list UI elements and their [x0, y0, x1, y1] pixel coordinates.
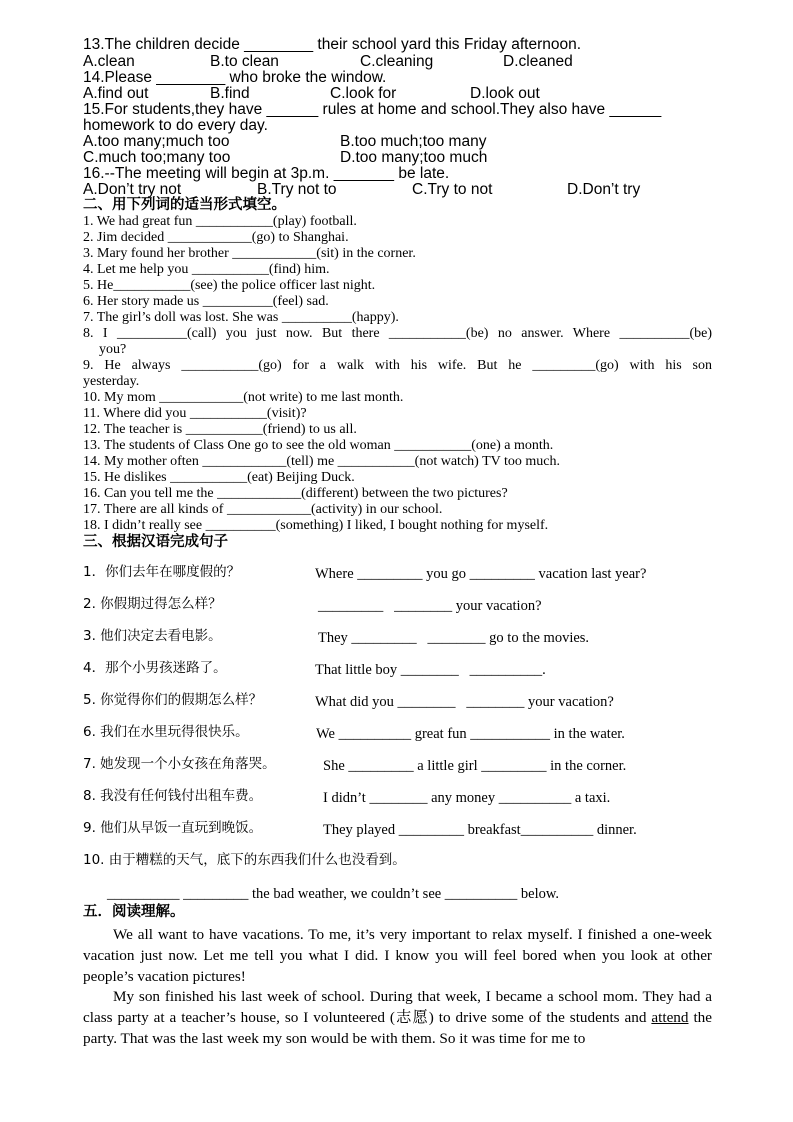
mc-option: B.Try not to — [257, 181, 337, 198]
translate-answer: __________ _________ the bad weather, we couldn’t see __________ below. — [107, 886, 560, 902]
mc-option: C.much too;many too — [83, 149, 231, 166]
translate-answer: She _________ a little girl _________ in the corner. — [323, 758, 627, 774]
fill-item: 18. I didn’t really see __________(something) I liked, I bought nothing for myself. — [83, 518, 549, 533]
translate-prompt: 3. 他们决定去看电影。 — [83, 628, 222, 644]
fill-item: 2. Jim decided ____________(go) to Shanghai. — [83, 230, 349, 245]
underlined-word: attend — [651, 1008, 689, 1026]
fill-item: 3. Mary found her brother ____________(sit) in the corner. — [83, 246, 416, 261]
mc-option: D.look out — [470, 85, 540, 102]
fill-item: 11. Where did you ___________(visit)? — [83, 406, 307, 421]
translate-prompt: 9. 他们从早饭一直玩到晚饭。 — [83, 820, 263, 836]
mc-question-15: 15.For students,they have ______ rules at home and school.They also have ______ — [83, 101, 662, 118]
translate-answer: I didn’t ________ any money __________ a taxi. — [323, 790, 611, 806]
mc-option: C.Try to not — [412, 181, 493, 198]
translate-prompt: 7. 她发现一个小女孩在角落哭。 — [83, 756, 276, 772]
mc-option: A.clean — [83, 53, 135, 70]
translate-answer: That little boy ________ __________. — [315, 662, 546, 678]
reading-text: My son finished his last week of school. During that week, I became a school mom. They had a class party at a teacher’s house, so I volunteered (志愿) to drive some of the students and — [83, 988, 712, 1026]
fill-item: 7. The girl’s doll was lost. She was __________(happy). — [83, 310, 399, 325]
fill-item: 12. The teacher is ___________(friend) to us all. — [83, 422, 357, 437]
translate-answer: Where _________ you go _________ vacation last year? — [315, 566, 647, 582]
translate-prompt: 1．你们去年在哪度假的？ — [83, 564, 241, 580]
fill-item: 5. He___________(see) the police officer last night. — [83, 278, 376, 293]
fill-item: 4. Let me help you ___________(find) him. — [83, 262, 330, 277]
mc-option: D.Don’t try — [567, 181, 641, 198]
translate-answer: We __________ great fun ___________ in the water. — [316, 726, 625, 742]
translate-prompt: 2. 你假期过得怎么样？ — [83, 596, 222, 612]
mc-question-15-cont: homework to do every day. — [83, 117, 268, 134]
mc-option: B.too much;too many — [340, 133, 487, 150]
mc-question-13: 13.The children decide ________ their school yard this Friday afternoon. — [83, 36, 582, 53]
mc-question-14: 14.Please ________ who broke the window. — [83, 69, 387, 86]
fill-item: 17. There are all kinds of ____________(activity) in our school. — [83, 502, 443, 517]
fill-item: 16. Can you tell me the ____________(different) between the two pictures? — [83, 486, 508, 501]
reading-paragraph-1: We all want to have vacations. To me, it’s very important to relax myself. I finished a one-week vacation just now. Let me tell you what I did. I know you will feel bored when you look at other people’s vacation pictures! — [83, 926, 712, 985]
mc-option: A.find out — [83, 85, 149, 102]
fill-item: 14. My mother often ____________(tell) me ___________(not watch) TV too much. — [83, 454, 560, 469]
translate-answer: They played _________ breakfast__________ dinner. — [323, 822, 637, 838]
translate-answer: What did you ________ ________ your vacation? — [315, 694, 614, 710]
translate-answer: They _________ ________ go to the movies. — [318, 630, 590, 646]
fill-item: 13. The students of Class One go to see the old woman ___________(one) a month. — [83, 438, 554, 453]
section-5-heading: 五．阅读理解。 — [83, 904, 185, 920]
reading-paragraph-2 — [83, 987, 712, 1049]
section-3-heading: 三、根据汉语完成句子 — [83, 534, 228, 550]
mc-option: D.cleaned — [503, 53, 573, 70]
reading-text: the party. That was the last week my son would be with them. So it was time for me to — [83, 1008, 712, 1047]
translate-prompt: 5. 你觉得你们的假期怎么样？ — [83, 692, 263, 708]
mc-option: B.find — [210, 85, 250, 102]
mc-option: C.look for — [330, 85, 397, 102]
fill-item: 15. He dislikes ___________(eat) Beijing Duck. — [83, 470, 355, 485]
mc-question-16: 16.--The meeting will begin at 3p.m. _______ be late. — [83, 165, 450, 182]
fill-item: 9. He always ___________(go) for a walk with his wife. But he _________(go) with his son — [83, 358, 712, 373]
mc-option: D.too many;too much — [340, 149, 488, 166]
fill-item-cont: you? — [99, 342, 127, 357]
fill-item: 10. My mom ____________(not write) to me last month. — [83, 390, 404, 405]
mc-option: A.Don’t try not — [83, 181, 182, 198]
mc-option: C.cleaning — [360, 53, 434, 70]
translate-prompt: 8. 我没有任何钱付出租车费。 — [83, 788, 263, 804]
section-2-heading: 二、用下列词的适当形式填空。 — [83, 197, 286, 213]
mc-option: A.too many;much too — [83, 133, 230, 150]
translate-prompt: 10. 由于糟糕的天气，底下的东西我们什么也没看到。 — [83, 852, 406, 868]
mc-option: B.to clean — [210, 53, 279, 70]
translate-answer: _________ ________ your vacation? — [318, 598, 542, 614]
fill-item: 6. Her story made us __________(feel) sad. — [83, 294, 329, 309]
fill-item: 1. We had great fun ___________(play) football. — [83, 214, 357, 229]
translate-prompt: 4．那个小男孩迷路了。 — [83, 660, 227, 676]
fill-item: 8. I __________(call) you just now. But there ___________(be) no answer. Where __________(be) — [83, 326, 712, 341]
translate-prompt: 6. 我们在水里玩得很快乐。 — [83, 724, 249, 740]
fill-item-cont: yesterday. — [83, 374, 140, 389]
